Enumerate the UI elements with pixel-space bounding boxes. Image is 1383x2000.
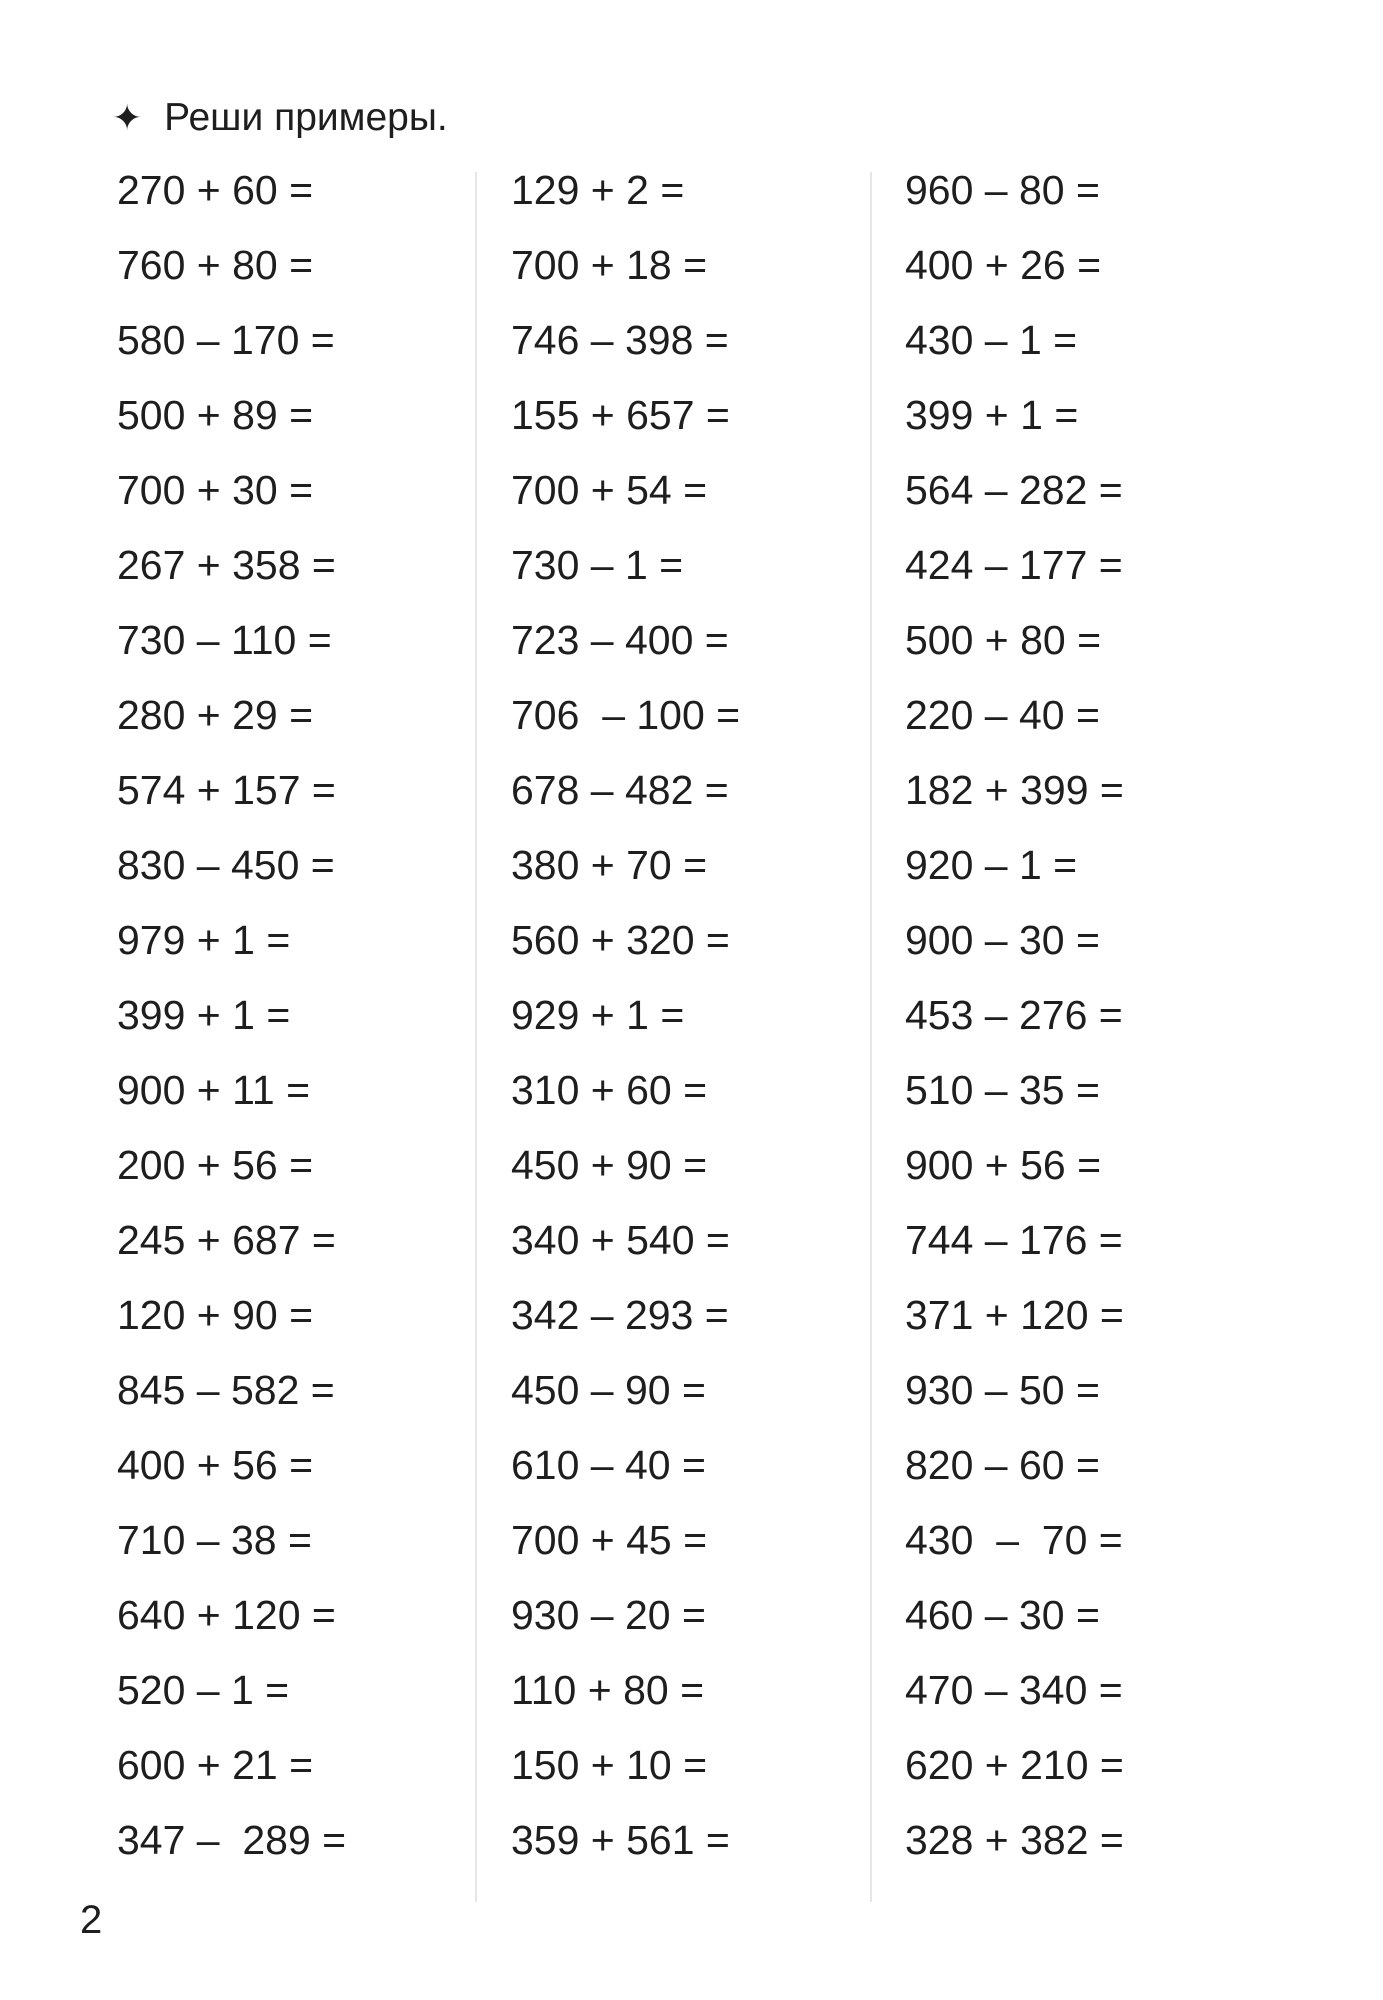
math-example: 900 – 30 = xyxy=(905,917,1100,963)
math-example: 340 + 540 = xyxy=(511,1217,730,1263)
math-example: 700 + 30 = xyxy=(117,467,314,513)
examples-column-2 xyxy=(511,160,891,1885)
math-example: 400 + 26 = xyxy=(905,242,1102,288)
math-example: 730 – 110 = xyxy=(117,617,332,663)
math-example: 845 – 582 = xyxy=(117,1367,335,1413)
math-example: 620 + 210 = xyxy=(905,1742,1124,1788)
math-example: 830 – 450 = xyxy=(117,842,335,888)
math-example: 200 + 56 = xyxy=(117,1142,314,1188)
exercise-instruction: Реши примеры. xyxy=(164,96,448,139)
math-example: 280 + 29 = xyxy=(117,692,314,738)
math-example: 744 – 176 = xyxy=(905,1217,1123,1263)
math-example: 150 + 10 = xyxy=(511,1742,708,1788)
math-example: 700 + 18 = xyxy=(511,242,708,288)
math-example: 929 + 1 = xyxy=(511,992,685,1038)
math-example: 640 + 120 = xyxy=(117,1592,336,1638)
math-example: 706 – 100 = xyxy=(511,692,741,738)
math-example: 155 + 657 = xyxy=(511,392,730,438)
math-example: 930 – 50 = xyxy=(905,1367,1100,1413)
math-example: 399 + 1 = xyxy=(117,992,291,1038)
math-example: 979 + 1 = xyxy=(117,917,291,963)
math-example: 700 + 54 = xyxy=(511,467,708,513)
math-example: 371 + 120 = xyxy=(905,1292,1124,1338)
math-example: 182 + 399 = xyxy=(905,767,1124,813)
math-example: 520 – 1 = xyxy=(117,1667,290,1713)
math-example: 500 + 89 = xyxy=(117,392,314,438)
math-example: 723 – 400 = xyxy=(511,617,729,663)
math-example: 245 + 687 = xyxy=(117,1217,336,1263)
exercise-header xyxy=(112,88,448,148)
math-example: 820 – 60 = xyxy=(905,1442,1100,1488)
math-example: 342 – 293 = xyxy=(511,1292,729,1338)
math-example: 564 – 282 = xyxy=(905,467,1123,513)
math-example: 500 + 80 = xyxy=(905,617,1102,663)
examples-column-1 xyxy=(117,160,497,1885)
math-example: 380 + 70 = xyxy=(511,842,708,888)
math-example: 400 + 56 = xyxy=(117,1442,314,1488)
math-example: 460 – 30 = xyxy=(905,1592,1100,1638)
math-example: 347 – 289 = xyxy=(117,1817,347,1863)
math-example: 220 – 40 = xyxy=(905,692,1100,738)
math-example: 267 + 358 = xyxy=(117,542,336,588)
math-example: 678 – 482 = xyxy=(511,767,729,813)
math-example: 900 + 56 = xyxy=(905,1142,1102,1188)
math-example: 730 – 1 = xyxy=(511,542,684,588)
math-example: 760 + 80 = xyxy=(117,242,314,288)
math-example: 610 – 40 = xyxy=(511,1442,706,1488)
math-example: 120 + 90 = xyxy=(117,1292,314,1338)
math-example: 450 – 90 = xyxy=(511,1367,706,1413)
math-example: 960 – 80 = xyxy=(905,167,1100,213)
math-example: 430 – 70 = xyxy=(905,1517,1123,1563)
math-example: 920 – 1 = xyxy=(905,842,1078,888)
math-example: 574 + 157 = xyxy=(117,767,336,813)
math-example: 450 + 90 = xyxy=(511,1142,708,1188)
math-example: 270 + 60 = xyxy=(117,167,314,213)
math-example: 310 + 60 = xyxy=(511,1067,708,1113)
math-example: 746 – 398 = xyxy=(511,317,729,363)
math-example: 700 + 45 = xyxy=(511,1517,708,1563)
math-example: 600 + 21 = xyxy=(117,1742,314,1788)
math-example: 359 + 561 = xyxy=(511,1817,730,1863)
math-example: 580 – 170 = xyxy=(117,317,335,363)
four-pointed-star-icon: ✦ xyxy=(112,97,143,138)
math-example: 470 – 340 = xyxy=(905,1667,1123,1713)
math-example: 430 – 1 = xyxy=(905,317,1078,363)
math-example: 328 + 382 = xyxy=(905,1817,1124,1863)
math-example: 930 – 20 = xyxy=(511,1592,706,1638)
math-example: 424 – 177 = xyxy=(905,542,1123,588)
math-example: 900 + 11 = xyxy=(117,1067,311,1113)
examples-column-3 xyxy=(905,160,1285,1885)
math-example: 710 – 38 = xyxy=(117,1517,312,1563)
page-number: 2 xyxy=(80,1898,103,1942)
math-example: 453 – 276 = xyxy=(905,992,1123,1038)
math-example: 129 + 2 = xyxy=(511,167,685,213)
math-example: 510 – 35 = xyxy=(905,1067,1100,1113)
math-example: 399 + 1 = xyxy=(905,392,1079,438)
math-example: 110 + 80 = xyxy=(511,1667,705,1713)
math-example: 560 + 320 = xyxy=(511,917,730,963)
